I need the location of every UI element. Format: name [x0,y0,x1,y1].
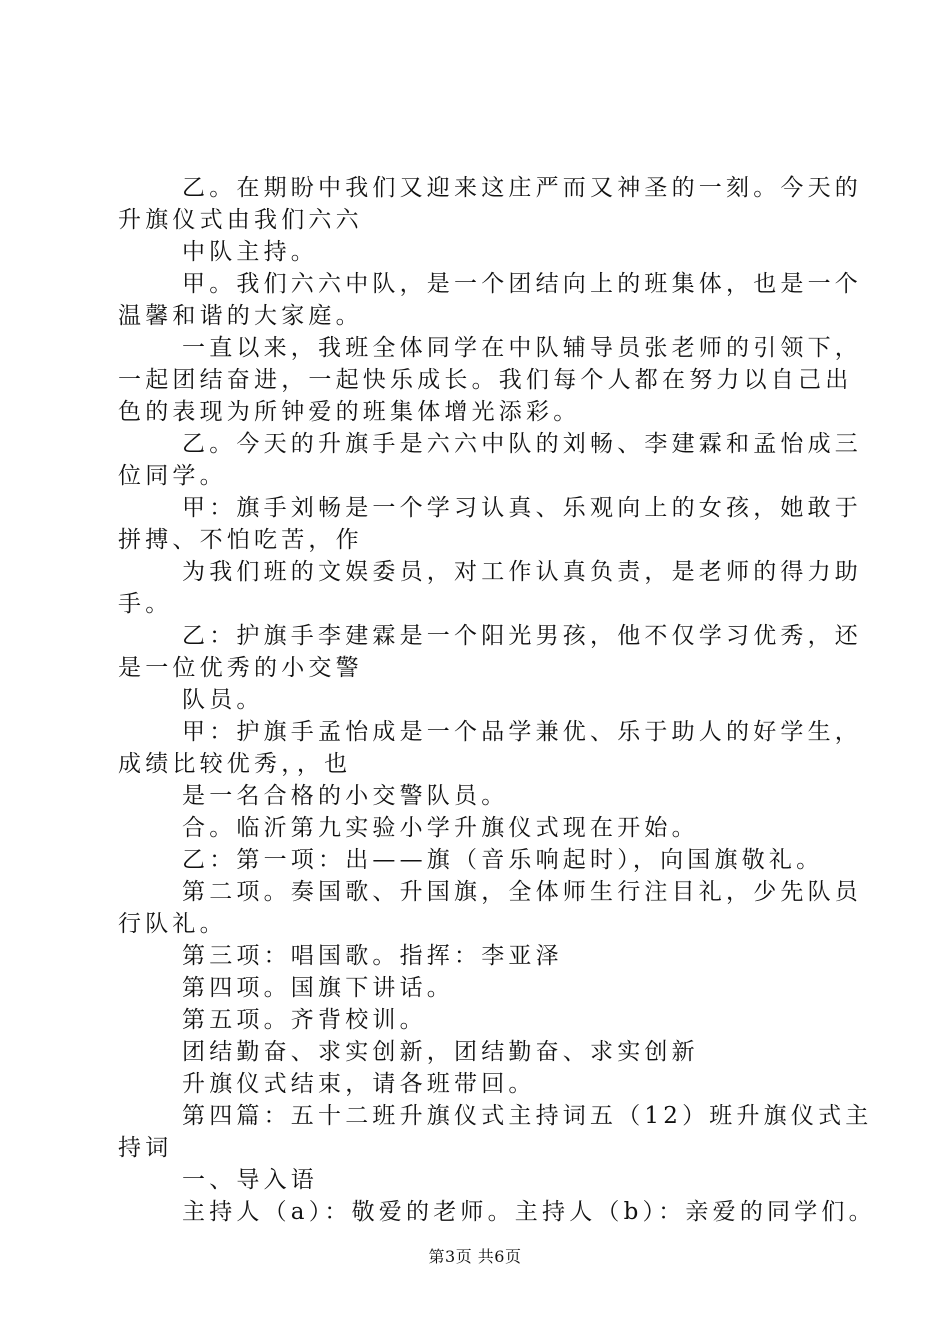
text-line: 一直以来，我班全体同学在中队辅导员张老师的引领下， [182,335,862,361]
text-line: 第四项。国旗下讲话。 [182,975,454,1001]
text-line: 乙。今天的升旗手是六六中队的刘畅、李建霖和孟怡成三 [182,431,862,457]
text-line: 位同学。 [118,463,227,489]
text-line: 乙。在期盼中我们又迎来这庄严而又神圣的一刻。今天的 [182,175,862,201]
text-line: 甲：旗手刘畅是一个学习认真、乐观向上的女孩，她敢于 [182,495,862,521]
text-line: 成绩比较优秀，，也 [118,751,352,777]
text-line: 一起团结奋进，一起快乐成长。我们每个人都在努力以自己出 [118,367,853,393]
text-line: 色的表现为所钟爱的班集体增光添彩。 [118,399,581,425]
text-line: 升旗仪式结束，请各班带回。 [182,1071,536,1097]
text-line: 第五项。齐背校训。 [182,1007,427,1033]
text-line: 行队礼。 [118,911,227,937]
text-line: 升旗仪式由我们六六 [118,207,363,233]
text-line: 主持人（a）：敬爱的老师。主持人（b）：亲爱的同学们。 [182,1199,876,1225]
text-line: 第三项：唱国歌。指挥：李亚泽 [182,943,563,969]
text-line: 团结勤奋、求实创新，团结勤奋、求实创新 [182,1039,699,1065]
text-line: 合。临沂第九实验小学升旗仪式现在开始。 [182,815,699,841]
text-line: 是一名合格的小交警队员。 [182,783,509,809]
text-line: 中队主持。 [182,239,318,265]
text-line: 第四篇：五十二班升旗仪式主持词五（12）班升旗仪式主 [182,1103,873,1129]
text-line: 一、导入语 [182,1167,318,1193]
text-line: 为我们班的文娱委员，对工作认真负责，是老师的得力助 [182,559,862,585]
text-line: 拼搏、不怕吃苦，作 [118,527,363,553]
text-line: 是一位优秀的小交警 [118,655,363,681]
document-body [118,172,876,1228]
text-line: 持词 [118,1135,173,1161]
text-line: 甲：护旗手孟怡成是一个品学兼优、乐于助人的好学生， [182,719,862,745]
text-line: 手。 [118,591,173,617]
text-line: 甲。我们六六中队，是一个团结向上的班集体，也是一个 [182,271,862,297]
text-line: 队员。 [182,687,264,713]
text-line: 温馨和谐的大家庭。 [118,303,363,329]
page-footer: 第3页 共6页 [428,1247,522,1266]
text-line: 第二项。奏国歌、升国旗，全体师生行注目礼，少先队员 [182,879,862,905]
text-line: 乙：护旗手李建霖是一个阳光男孩，他不仅学习优秀，还 [182,623,862,649]
text-line: 乙：第一项：出——旗（音乐响起时），向国旗敬礼。 [182,847,824,873]
